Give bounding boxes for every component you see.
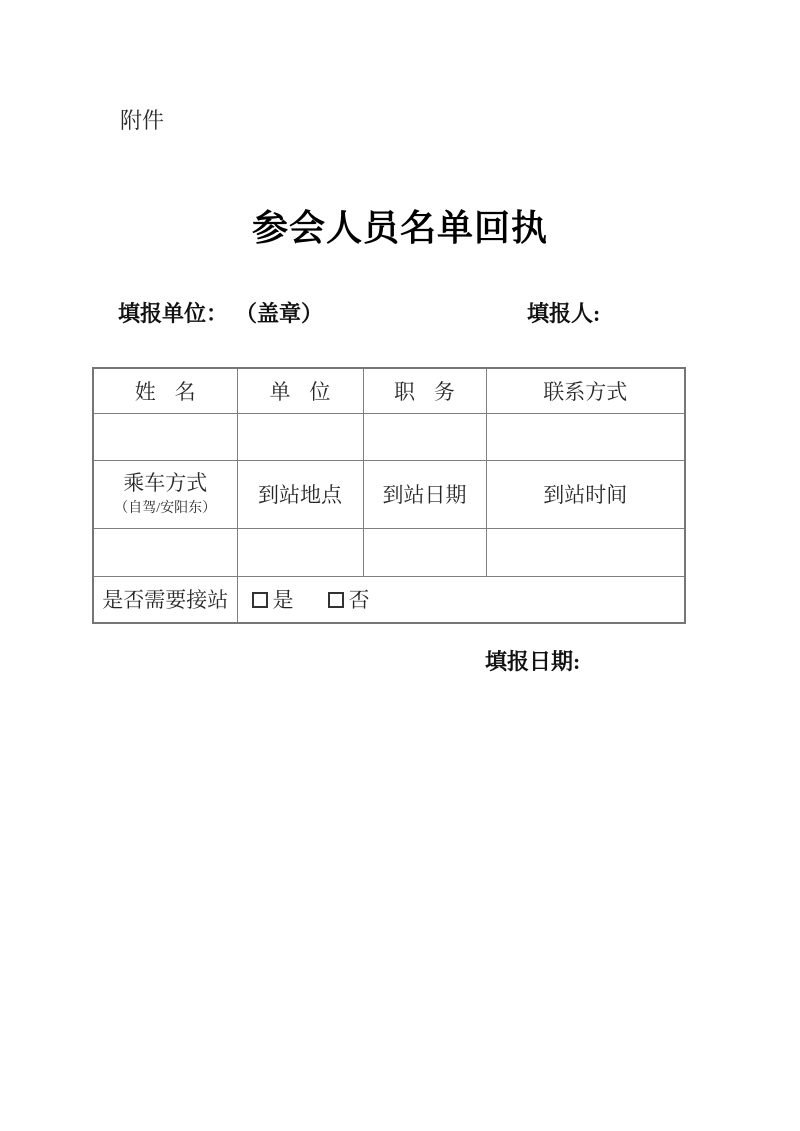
- contact-input-cell[interactable]: [486, 413, 685, 460]
- pickup-no-label: 否: [348, 588, 370, 613]
- attendee-form-table: [92, 367, 686, 624]
- table-row: [93, 413, 685, 460]
- name-input-cell[interactable]: [93, 413, 237, 460]
- pickup-label: 是否需要接站: [93, 576, 237, 623]
- header-contact: 联系方式: [486, 368, 685, 413]
- table-header-row: [93, 368, 685, 413]
- arrival-time-input-cell[interactable]: [486, 528, 685, 576]
- seal-label: （盖章）: [235, 301, 324, 326]
- unit-input-cell[interactable]: [237, 413, 363, 460]
- arrival-place-input-cell[interactable]: [237, 528, 363, 576]
- header-arrival-time: 到站时间: [486, 460, 685, 528]
- checkbox-no-icon[interactable]: [328, 592, 344, 608]
- page-title: 参会人员名单回执: [251, 208, 548, 248]
- header-arrival-place: 到站地点: [237, 460, 363, 528]
- transport-mode-label: 乘车方式: [123, 471, 208, 495]
- transport-mode-note: （自驾/安阳东）: [114, 501, 217, 516]
- header-arrival-date: 到站日期: [363, 460, 486, 528]
- pickup-option-no[interactable]: [328, 588, 370, 612]
- checkbox-yes-icon[interactable]: [252, 592, 268, 608]
- pickup-yes-label: 是: [272, 588, 294, 613]
- header-unit: 单位: [237, 368, 363, 413]
- pickup-row: [93, 576, 685, 623]
- reporter-label: 填报人:: [527, 301, 601, 326]
- pickup-option-yes[interactable]: [252, 588, 294, 612]
- info-line: [0, 299, 800, 329]
- table-row: [93, 528, 685, 576]
- attachment-label: 附件: [120, 108, 165, 133]
- header-transport-mode: [93, 460, 237, 528]
- position-input-cell[interactable]: [363, 413, 486, 460]
- header-position: 职务: [363, 368, 486, 413]
- reporting-unit-label: 填报单位：: [118, 301, 229, 326]
- transport-mode-input-cell[interactable]: [93, 528, 237, 576]
- header-name: 姓名: [93, 368, 237, 413]
- transport-header-row: [93, 460, 685, 528]
- arrival-date-input-cell[interactable]: [363, 528, 486, 576]
- pickup-options-cell: [237, 576, 685, 623]
- report-date-label: 填报日期:: [485, 649, 581, 674]
